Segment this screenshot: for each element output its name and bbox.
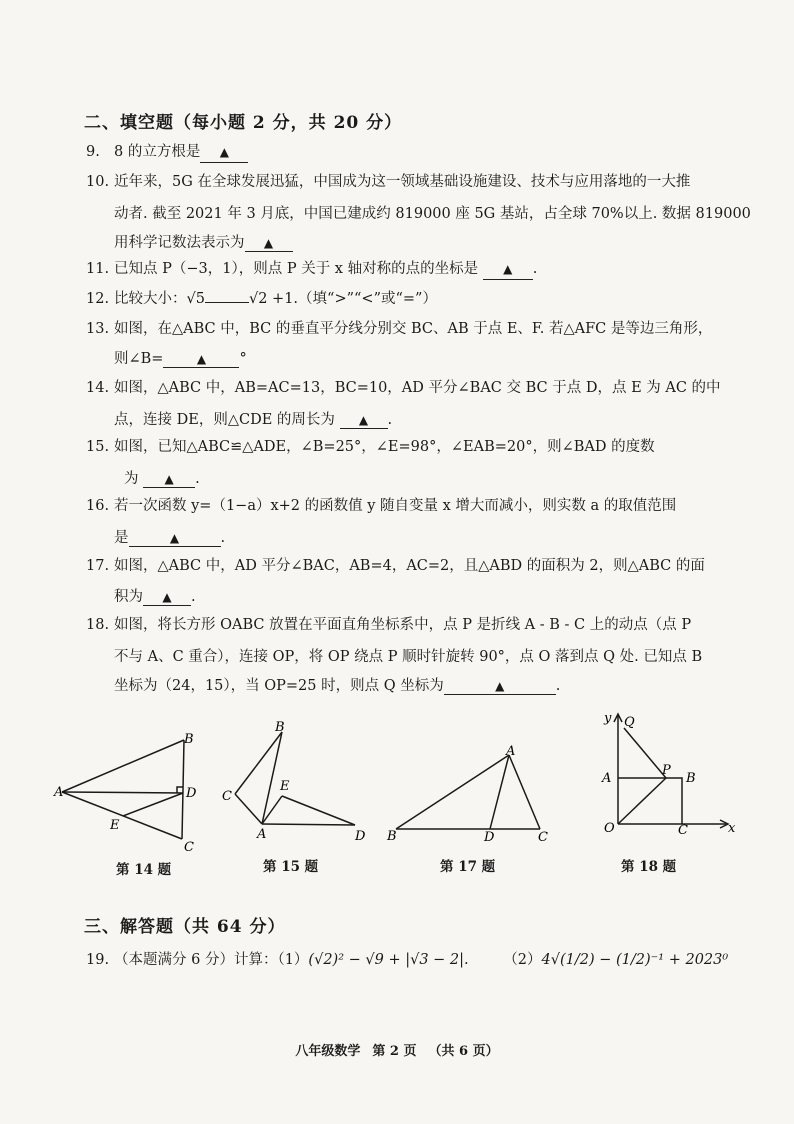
question-16-line2: 是 ▲ . (114, 530, 226, 546)
answer-blank: ▲ (483, 259, 533, 280)
question-14: 14. 如图，△ABC 中，AB=AC=13，BC=10，AD 平分∠BAC 交 BC 于点 D，点 E 为 AC 的中 (86, 380, 721, 396)
figure-18-diagram (576, 706, 746, 846)
label-D: D (355, 829, 366, 844)
question-10-line3: 用科学记数法表示为 ▲ (114, 231, 293, 252)
label-D: D (484, 830, 495, 845)
caption-figure-15: 第 15 题 (263, 859, 319, 875)
answer-blank: ▲ (340, 412, 388, 429)
question-10: 10. 近年来，5G 在全球发展迅猛，中国成为这一领域基础设施建设、技术与应用落地的一大推 (86, 174, 691, 190)
question-10-line2: 动者. 截至 2021 年 3 月底，中国已建成约 819000 座 5G 基站，占全球 70%以上. 数据 819000 (114, 206, 751, 222)
expression-1: (√2)² − √9 + |√3 − 2|. (308, 952, 469, 968)
question-17-line2: 积为 ▲ . (114, 589, 196, 605)
caption-figure-17: 第 17 题 (440, 859, 496, 875)
label-B: B (686, 771, 696, 786)
label-C: C (184, 840, 194, 855)
question-12: 12. 比较大小：√5 √2 +1.（填“>”“<”或“=”） (86, 291, 437, 307)
question-16: 16. 若一次函数 y=（1−a）x+2 的函数值 y 随自变量 x 增大而减小，则实数 a 的取值范围 (86, 498, 677, 514)
question-13: 13. 如图，在△ABC 中，BC 的垂直平分线分别交 BC、AB 于点 E、F. 若△AFC 是等边三角形， (86, 321, 713, 337)
answer-blank: ▲ (143, 471, 195, 488)
question-15-line2: 为 ▲ . (124, 471, 200, 487)
label-C: C (222, 789, 232, 804)
question-13-line2: 则∠B= ▲ ° (114, 351, 247, 367)
label-E: E (110, 818, 120, 833)
figure-17-diagram (382, 740, 562, 850)
label-B: B (184, 732, 194, 747)
label-P: P (662, 763, 671, 778)
label-A: A (602, 771, 612, 786)
caption-figure-14: 第 14 题 (116, 862, 172, 878)
label-O: O (604, 821, 615, 836)
expression-2: 4√(1/2) − (1/2)⁻¹ + 2023⁰ (541, 952, 729, 968)
label-A: A (506, 744, 516, 759)
question-19: 19. （本题满分 6 分）计算：（1）(√2)² − √9 + |√3 − 2|. （2）4√(1/2) − (1/2)⁻¹ + 2023⁰ (86, 952, 729, 968)
section-title-fill-in: 二、填空题（每小题 2 分，共 20 分） (84, 113, 403, 133)
label-A: A (54, 785, 64, 800)
question-18-line2: 不与 A、C 重合），连接 OP，将 OP 绕点 P 顺时针旋转 90°，点 O 落到点 Q 处. 已知点 B (114, 649, 703, 665)
label-B: B (275, 720, 285, 735)
label-Q: Q (624, 715, 635, 730)
label-E: E (280, 779, 290, 794)
answer-blank: ▲ (200, 142, 248, 163)
label-C: C (538, 830, 548, 845)
question-9: 9. 8 的立方根是 ▲ (86, 142, 734, 163)
figure-15-diagram (215, 712, 375, 852)
answer-blank: ▲ (143, 589, 191, 606)
question-18: 18. 如图，将长方形 OABC 放置在平面直角坐标系中，点 P 是折线 A - B - C 上的动点（点 P (86, 617, 692, 633)
section-title-solutions: 三、解答题（共 64 分） (84, 917, 286, 937)
answer-blank: ▲ (163, 351, 239, 368)
question-14-line2: 点，连接 DE，则△CDE 的周长为 ▲ . (114, 412, 393, 428)
answer-blank: ▲ (129, 530, 221, 547)
label-A: A (257, 827, 267, 842)
label-C: C (678, 823, 688, 838)
question-17: 17. 如图，△ABC 中，AD 平分∠BAC，AB=4，AC=2，且△ABD 的面积为 2，则△ABC 的面 (86, 558, 705, 574)
figure-14-diagram (50, 725, 210, 855)
question-15: 15. 如图，已知△ABC≌△ADE，∠B=25°，∠E=98°，∠EAB=20°，则∠BAD 的度数 (86, 439, 655, 455)
label-y: y (604, 711, 612, 726)
label-D: D (186, 786, 197, 801)
label-x: x (728, 821, 736, 836)
question-11: 11. 已知点 P（−3，1），则点 P 关于 x 轴对称的点的坐标是 ▲ . (86, 259, 734, 280)
page-footer: 八年级数学 第 2 页 （共 6 页） (295, 1044, 499, 1059)
caption-figure-18: 第 18 题 (621, 859, 677, 875)
answer-blank: ▲ (444, 678, 556, 695)
answer-blank (205, 302, 249, 303)
question-18-line3: 坐标为（24，15），当 OP=25 时，则点 Q 坐标为 ▲ . (114, 678, 561, 694)
label-B: B (387, 829, 397, 844)
answer-blank: ▲ (245, 235, 293, 252)
